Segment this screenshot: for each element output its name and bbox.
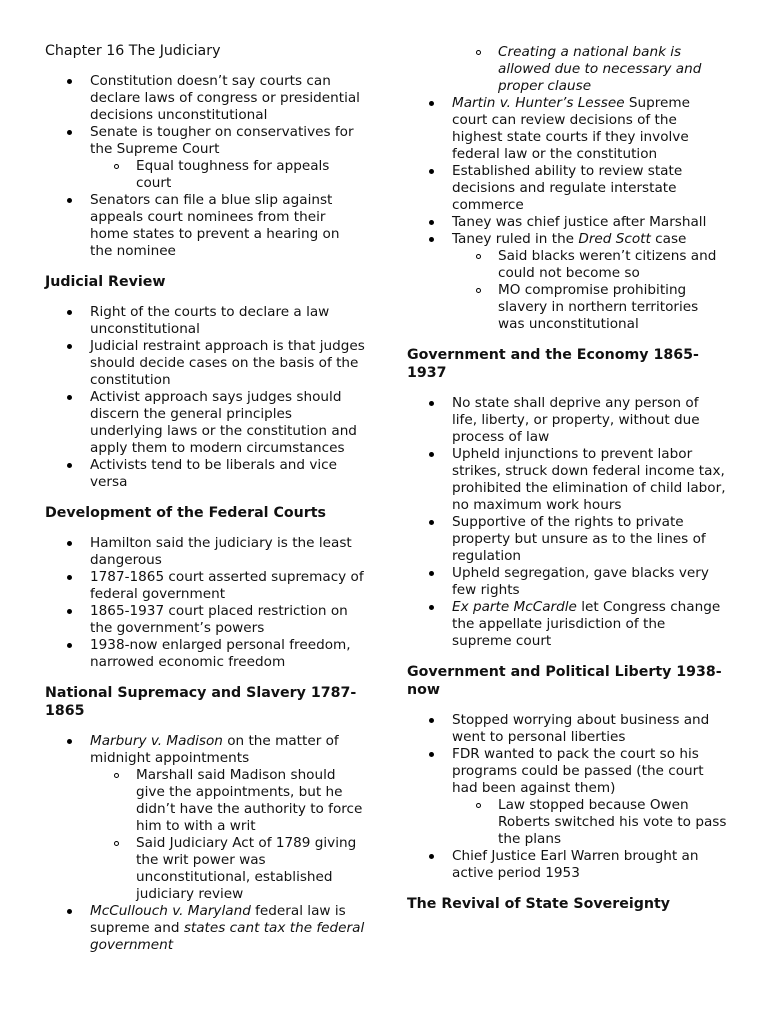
continued-list bbox=[407, 44, 727, 333]
right-column bbox=[407, 44, 727, 913]
political-liberty-list bbox=[407, 712, 727, 882]
case-name: McCullouch v. Maryland bbox=[90, 903, 251, 919]
judicial-review-list bbox=[45, 304, 365, 491]
list-item: No state shall deprive any person of life, liberty, or property, without due process of law bbox=[407, 395, 727, 446]
section-heading-judicial-review: Judicial Review bbox=[45, 274, 166, 290]
list-item: Senate is tougher on conservatives for the Supreme Court bbox=[45, 124, 365, 158]
list-item: Right of the courts to declare a law unconstitutional bbox=[45, 304, 365, 338]
list-item: Taney was chief justice after Marshall bbox=[407, 214, 727, 231]
case-name: Ex parte McCardle bbox=[452, 599, 577, 615]
sub-list-item: Law stopped because Owen Roberts switched his vote to pass the plans bbox=[407, 797, 727, 848]
list-item: 1865-1937 court placed restriction on the government’s powers bbox=[45, 603, 365, 637]
list-item: Martin v. Hunter’s Lessee Supreme court can review decisions of the highest state courts if they involve federal law or the constitution bbox=[407, 95, 727, 163]
list-item: Supportive of the rights to private property but unsure as to the lines of regulation bbox=[407, 514, 727, 565]
list-item: 1938-now enlarged personal freedom, narrowed economic freedom bbox=[45, 637, 365, 671]
list-item: Taney ruled in the Dred Scott case bbox=[407, 231, 727, 248]
list-item: Activists tend to be liberals and vice versa bbox=[45, 457, 365, 491]
sub-list-item: Marshall said Madison should give the appointments, but he didn’t have the authority to force him to with a writ bbox=[45, 767, 365, 835]
section-heading-government-economy: Government and the Economy 1865-1937 bbox=[407, 347, 699, 381]
case-name: Martin v. Hunter’s Lessee bbox=[452, 95, 625, 111]
list-item: Ex parte McCardle let Congress change the appellate jurisdiction of the supreme court bbox=[407, 599, 727, 650]
list-item: Activist approach says judges should discern the general principles underlying laws or the constitution and apply them to modern circumstances bbox=[45, 389, 365, 457]
left-column bbox=[45, 42, 365, 954]
list-item: Established ability to review state decisions and regulate interstate commerce bbox=[407, 163, 727, 214]
section-heading-political-liberty: Government and Political Liberty 1938-now bbox=[407, 664, 722, 698]
sub-list-item: Creating a national bank is allowed due to necessary and proper clause bbox=[407, 44, 727, 95]
list-item: Hamilton said the judiciary is the least dangerous bbox=[45, 535, 365, 569]
section-heading-development: Development of the Federal Courts bbox=[45, 505, 326, 521]
list-item: Chief Justice Earl Warren brought an active period 1953 bbox=[407, 848, 727, 882]
list-item: Stopped worrying about business and went to personal liberties bbox=[407, 712, 727, 746]
list-item: Constitution doesn’t say courts can declare laws of congress or presidential decisions unconstitutional bbox=[45, 73, 365, 124]
list-item: Judicial restraint approach is that judges should decide cases on the basis of the constitution bbox=[45, 338, 365, 389]
list-item: Upheld segregation, gave blacks very few rights bbox=[407, 565, 727, 599]
list-item: Upheld injunctions to prevent labor strikes, struck down federal income tax, prohibited the elimination of child labor, no maximum work hours bbox=[407, 446, 727, 514]
list-item: Marbury v. Madison on the matter of midnight appointments bbox=[45, 733, 365, 767]
list-item: McCullouch v. Maryland federal law is supreme and states cant tax the federal government bbox=[45, 903, 365, 954]
case-name: Dred Scott bbox=[578, 231, 651, 247]
chapter-title: Chapter 16 The Judiciary bbox=[45, 43, 221, 59]
sub-list-item: Equal toughness for appeals court bbox=[45, 158, 365, 192]
government-economy-list bbox=[407, 395, 727, 650]
section-heading-national-supremacy: National Supremacy and Slavery 1787-1865 bbox=[45, 685, 357, 719]
sub-list-item: MO compromise prohibiting slavery in northern territories was unconstitutional bbox=[407, 282, 727, 333]
list-item: 1787-1865 court asserted supremacy of federal government bbox=[45, 569, 365, 603]
chapter-list bbox=[45, 73, 365, 260]
sub-list-item: Said Judiciary Act of 1789 giving the writ power was unconstitutional, established judiciary review bbox=[45, 835, 365, 903]
case-name: Marbury v. Madison bbox=[90, 733, 223, 749]
section-heading-state-sovereignty: The Revival of State Sovereignty bbox=[407, 896, 671, 912]
development-list bbox=[45, 535, 365, 671]
list-item: Senators can file a blue slip against appeals court nominees from their home states to prevent a hearing on the nominee bbox=[45, 192, 365, 260]
sub-list-item: Said blacks weren’t citizens and could not become so bbox=[407, 248, 727, 282]
national-supremacy-list bbox=[45, 733, 365, 954]
list-item: FDR wanted to pack the court so his programs could be passed (the court had been against them) bbox=[407, 746, 727, 797]
